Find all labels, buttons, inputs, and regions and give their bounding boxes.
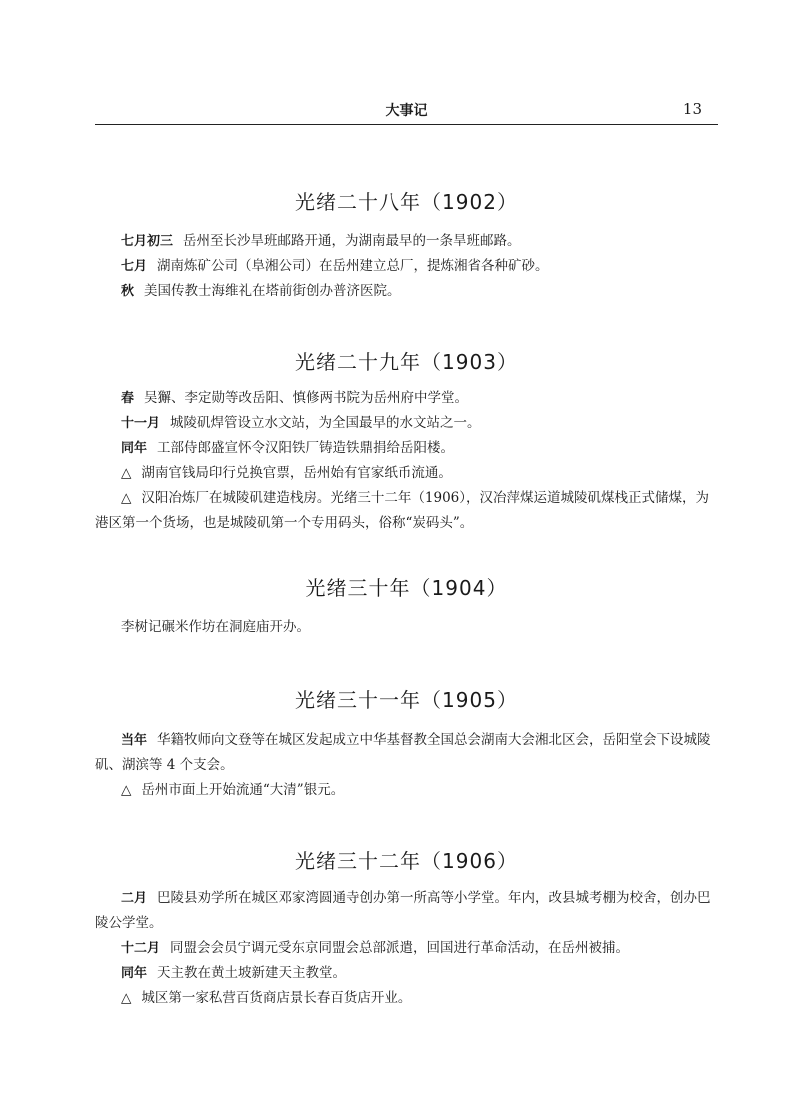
entry-text: 华籍牧师向文登等在城区发起成立中华基督教全国总会湖南大会湘北区会，岳阳堂会下设城陵矶、湖滨等 4 个支会。 xyxy=(95,732,711,773)
entry-label: 二月 xyxy=(121,891,148,906)
entry-text: 岳州至长沙旱班邮路开通，为湖南最早的一条旱班邮路。 xyxy=(183,233,521,249)
entry xyxy=(95,961,718,986)
entry xyxy=(95,886,718,936)
entry-label: 七月初三 xyxy=(121,234,174,249)
header-rule xyxy=(95,124,718,125)
entry-label: 七月 xyxy=(121,259,148,274)
entry xyxy=(95,986,718,1011)
year-heading-1904: 光绪三十年（1904） xyxy=(305,576,508,600)
entry-text: 城陵矶焊管设立水文站，为全国最早的水文站之一。 xyxy=(170,415,481,431)
entry xyxy=(95,386,718,411)
entry-text: 城区第一家私营百货商店景长春百货店开业。 xyxy=(141,990,412,1006)
year-heading-1905: 光绪三十一年（1905） xyxy=(295,688,518,712)
running-title: 大事记 xyxy=(385,103,428,119)
entry xyxy=(95,436,718,461)
entry-label: 春 xyxy=(121,391,135,406)
entry-label: 同年 xyxy=(121,441,148,456)
entry-text: 湖南炼矿公司（阜湘公司）在岳州建立总厂，提炼湘省各种矿砂。 xyxy=(157,258,549,274)
entry xyxy=(95,486,718,536)
triangle-marker: △ xyxy=(121,490,132,506)
entry-text: 吴獬、李定勋等改岳阳、慎修两书院为岳州府中学堂。 xyxy=(144,390,469,406)
entry xyxy=(95,778,718,803)
year-heading-1906: 光绪三十二年（1906） xyxy=(295,849,518,873)
page-number: 13 xyxy=(682,100,702,118)
entry xyxy=(95,461,718,486)
entry-text: 工部侍郎盛宣怀令汉阳铁厂铸造铁鼎捐给岳阳楼。 xyxy=(157,440,455,456)
entry-text: 美国传教士海维礼在塔前街创办普济医院。 xyxy=(144,283,401,299)
entry xyxy=(95,728,718,778)
entry-text: 岳州市面上开始流通“大清”银元。 xyxy=(141,782,345,798)
entry-label: 十一月 xyxy=(121,416,161,431)
entry xyxy=(95,936,718,961)
entry-text: 汉阳冶炼厂在城陵矶建造栈房。光绪三十二年（1906），汉冶萍煤运道城陵矶煤栈正式储煤，为港区第一个货场，也是城陵矶第一个专用码头，俗称“炭码头”。 xyxy=(95,490,709,531)
triangle-marker: △ xyxy=(121,465,132,481)
triangle-marker: △ xyxy=(121,782,132,798)
entry-text: 湖南官钱局印行兑换官票，岳州始有官家纸币流通。 xyxy=(141,465,452,481)
entry xyxy=(95,615,718,640)
entry-label: 当年 xyxy=(121,733,148,748)
year-heading-1902: 光绪二十八年（1902） xyxy=(295,190,518,214)
year-heading-1903: 光绪二十九年（1903） xyxy=(295,350,518,374)
entry xyxy=(95,254,718,279)
entry-label: 十二月 xyxy=(121,941,161,956)
running-header xyxy=(95,100,718,124)
triangle-marker: △ xyxy=(121,990,132,1006)
entry xyxy=(95,279,718,304)
entry xyxy=(95,229,718,254)
entry-text: 同盟会会员宁调元受东京同盟会总部派遣，回国进行革命活动，在岳州被捕。 xyxy=(170,940,630,956)
entry-text: 巴陵县劝学所在城区邓家湾圆通寺创办第一所高等小学堂。年内，改县城考棚为校舍，创办巴陵公学堂。 xyxy=(95,890,711,931)
entry-label: 秋 xyxy=(121,284,135,299)
entry-label: 同年 xyxy=(121,966,148,981)
entry-text: 李树记碾米作坊在洞庭庙开办。 xyxy=(121,619,310,635)
entry-text: 天主教在黄土坡新建天主教堂。 xyxy=(157,965,347,981)
entry xyxy=(95,411,718,436)
